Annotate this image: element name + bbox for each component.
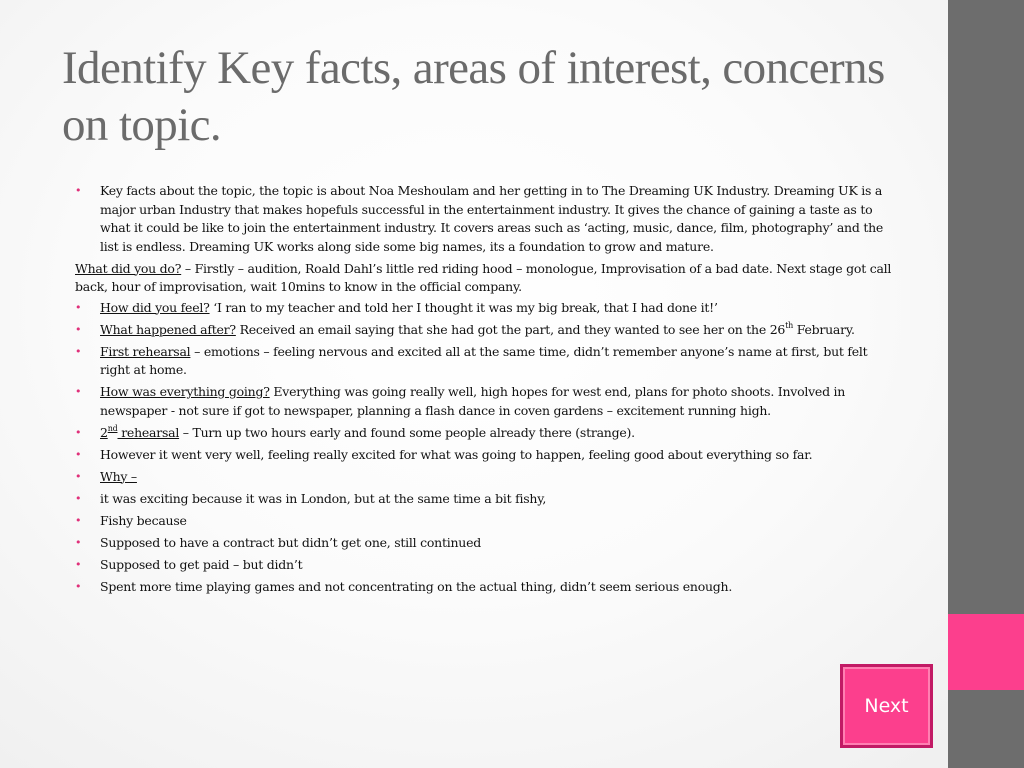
- bullet-icon: •: [75, 469, 82, 483]
- item-text: it was exciting because it was in London, but at the same time a bit fishy,: [100, 490, 547, 506]
- next-button[interactable]: [840, 664, 933, 748]
- paragraph: [75, 260, 893, 297]
- bullet-icon: •: [75, 557, 82, 571]
- list-item: [75, 512, 893, 531]
- item-text: February.: [793, 321, 855, 337]
- bullet-icon: •: [75, 535, 82, 549]
- item-label: How was everything going?: [100, 384, 270, 399]
- item-label-number: 2: [100, 424, 108, 440]
- right-accent-block: [948, 614, 1024, 690]
- item-text: Received an email saying that she had got the part, and they wanted to see her on the 26: [235, 321, 786, 337]
- item-text: ‘I ran to my teacher and told her I thought it was my big break, that I had done it!’: [209, 299, 718, 315]
- list-item: [75, 446, 893, 465]
- superscript: nd: [107, 423, 118, 433]
- slide-title: Identify Key facts, areas of interest, concerns on topic.: [62, 42, 885, 151]
- list-item: [75, 490, 893, 509]
- list-item: [75, 299, 893, 318]
- superscript: th: [785, 320, 793, 330]
- item-text: – emotions – feeling nervous and excited all at the same time, didn’t remember anyone’s name at first, but felt right at home.: [100, 343, 868, 377]
- list-item: [75, 424, 893, 443]
- item-label: Why –: [100, 468, 137, 484]
- bullet-icon: •: [75, 344, 82, 358]
- list-item: [75, 383, 893, 420]
- item-text: However it went very well, feeling really excited for what was going to happen, feeling good about everything so far.: [100, 446, 813, 462]
- bullet-icon: •: [75, 513, 82, 527]
- slide-content: [75, 182, 893, 600]
- item-text: Supposed to get paid – but didn’t: [100, 556, 303, 572]
- item-label: First rehearsal: [100, 343, 191, 359]
- item-text: Supposed to have a contract but didn’t get one, still continued: [100, 534, 481, 550]
- list-item: [75, 343, 893, 380]
- list-item: [75, 556, 893, 575]
- list-item: [75, 182, 893, 256]
- bullet-icon: •: [75, 425, 82, 439]
- list-item: [75, 578, 893, 597]
- item-text: Key facts about the topic, the topic is about Noa Meshoulam and her getting in to The Dreaming UK Industry. Dreaming UK is a major urban Industry that makes hopefuls successful in the entertainment industry. It gives the chance of gaining a taste as to what it could be like to join the entertainment industry. It covers areas such as ‘acting, music, dance, film, photography’ and the list is endless. Dreaming UK works along side some big names, its a foundation to grow and mature.: [100, 183, 884, 254]
- bullet-icon: •: [75, 322, 82, 336]
- item-label: How did you feel?: [100, 299, 210, 315]
- list-item: [75, 534, 893, 553]
- item-text: Everything was going really well, high hopes for west end, plans for photo shoots. Involved in newspaper - not sure if got to newspaper, planning a flash dance in coven gardens – excitement running high.: [100, 384, 846, 418]
- item-text: Spent more time playing games and not concentrating on the actual thing, didn’t seem serious enough.: [100, 578, 733, 594]
- bullet-icon: •: [75, 184, 82, 197]
- bullet-icon: •: [75, 447, 82, 461]
- item-label: What happened after?: [100, 321, 236, 337]
- list-item: [75, 321, 893, 340]
- bullet-icon: •: [75, 491, 82, 505]
- next-button-label: Next: [864, 695, 909, 717]
- list-item: [75, 468, 893, 487]
- item-label: What did you do?: [75, 260, 182, 276]
- item-text: – Firstly – audition, Roald Dahl’s little red riding hood – monologue, Improvisation of a bad date. Next stage got call back, hour of improvisation, wait 10mins to know in the official company.: [75, 260, 892, 294]
- item-label: rehearsal: [117, 424, 180, 440]
- bullet-icon: •: [75, 579, 82, 593]
- item-text: Fishy because: [100, 512, 187, 528]
- bullet-icon: •: [75, 300, 82, 314]
- bullet-icon: •: [75, 385, 82, 398]
- item-text: – Turn up two hours early and found some people already there (strange).: [179, 424, 635, 440]
